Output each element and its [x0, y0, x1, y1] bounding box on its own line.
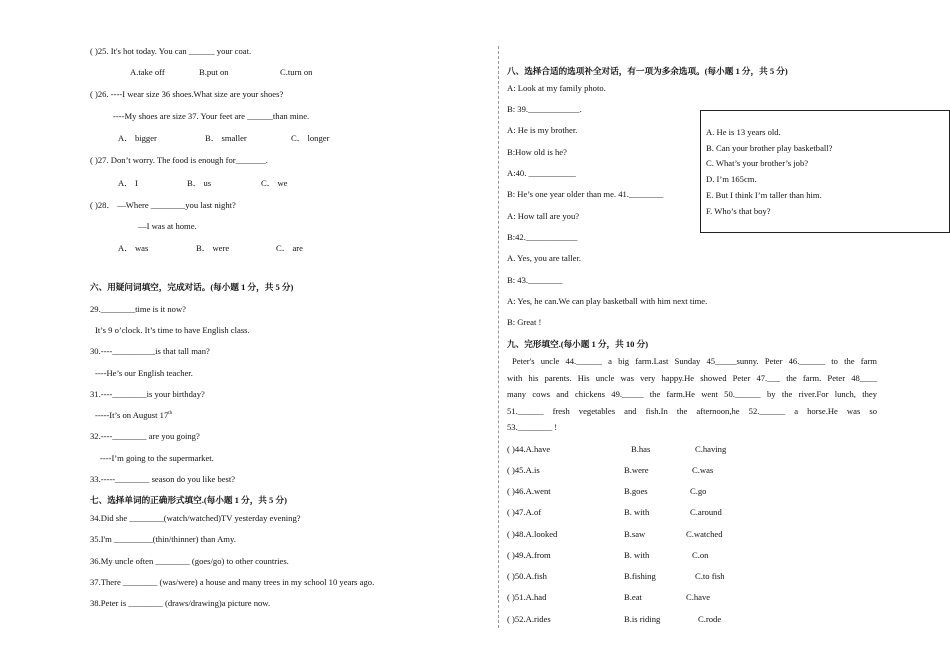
box-option-c: C. What’s your brother’s job?: [706, 158, 809, 168]
dialog-line-7: A: How tall are you?: [507, 211, 580, 221]
column-divider: [498, 46, 499, 628]
q27-stem: ( )27. Don’t worry. The food is enough for_______.: [90, 155, 268, 165]
q27-option-c: C． we: [261, 178, 288, 188]
ordinal-suffix: th: [168, 411, 173, 417]
q44-option-c: C.having: [695, 444, 727, 454]
q32-question: 32.----________ are you going?: [90, 431, 200, 441]
q51-option-b: B.eat: [624, 592, 642, 602]
q31-question: 31.----________is your birthday?: [90, 389, 205, 399]
section-7-title: 七、选择单词的正确形式填空.(每小题 1 分，共 5 分): [90, 495, 287, 505]
q26-stem: ( )26. ----I wear size 36 shoes.What size are your shoes?: [90, 89, 284, 99]
box-option-b: B. Can your brother play basketball?: [706, 143, 833, 153]
q34: 34.Did she ________(watch/watched)TV yesterday evening?: [90, 513, 301, 523]
q36: 36.My uncle often ________ (goes/go) to other countries.: [90, 556, 289, 566]
q45-option-c: C.was: [692, 465, 714, 475]
dialog-line-10: B: 43.________: [507, 275, 563, 285]
dialog-line-12: B: Great !: [507, 317, 542, 327]
q30-answer: ----He’s our English teacher.: [95, 368, 193, 378]
passage-line-4: 51.______ fresh vegetables and fish.In the afternoon,he 52.______ a horse.He was so: [507, 406, 877, 416]
q28-option-c: C． are: [276, 243, 303, 253]
q26-option-a: A． bigger: [118, 133, 157, 143]
q52-option-b: B.is riding: [624, 614, 661, 624]
q33-question: 33.-----________ season do you like best?: [90, 474, 236, 484]
q47-option-a: ( )47.A.of: [507, 507, 542, 517]
q50-option-a: ( )50.A.fish: [507, 571, 547, 581]
q26-option-b: B． smaller: [205, 133, 247, 143]
q48-option-c: C.watched: [686, 529, 723, 539]
q51-option-c: C.have: [686, 592, 711, 602]
q29-answer: It’s 9 o’clock. It’s time to have English class.: [95, 325, 250, 335]
q29-question: 29.________time is it now?: [90, 304, 186, 314]
q49-option-a: ( )49.A.from: [507, 550, 551, 560]
q28-option-a: A． was: [118, 243, 149, 253]
q47-option-c: C.around: [690, 507, 722, 517]
box-option-d: D. I’m 165cm.: [706, 174, 757, 184]
q25-option-b: B.put on: [199, 67, 229, 77]
q49-option-c: C.on: [692, 550, 709, 560]
dialog-line-8: B:42.____________: [507, 232, 578, 242]
q45-option-a: ( )45.A.is: [507, 465, 540, 475]
dialog-line-6: B: He’s one year older than me. 41.________: [507, 189, 664, 199]
q28-stem: ( )28． —Where ________you last night?: [90, 200, 236, 210]
q37: 37.There ________ (was/were) a house and many trees in my school 10 years ago.: [90, 577, 375, 587]
q35: 35.I'm _________(thin/thinner) than Amy.: [90, 534, 236, 544]
q45-option-b: B.were: [624, 465, 649, 475]
q32-answer: ----I’m going to the supermarket.: [100, 453, 214, 463]
q48-option-b: B.saw: [624, 529, 646, 539]
q49-option-b: B. with: [624, 550, 650, 560]
q48-option-a: ( )48.A.looked: [507, 529, 558, 539]
q51-option-a: ( )51.A.had: [507, 592, 547, 602]
q25-stem: ( )25. It's hot today. You can ______ your coat.: [90, 46, 252, 56]
q27-option-b: B． us: [187, 178, 212, 188]
q25-option-c: C.turn on: [280, 67, 313, 77]
section-6-title: 六、用疑问词填空，完成对话。(每小题 1 分，共 5 分): [90, 282, 294, 292]
q28-line2: —I was at home.: [138, 221, 197, 231]
passage-line-3: many cows and chickens 49._____ the farm.He went 50.______ by the river.For lunch, they: [507, 389, 877, 399]
q52-option-c: C.rode: [698, 614, 722, 624]
q46-option-a: ( )46.A.went: [507, 486, 551, 496]
q44-option-a: ( )44.A.have: [507, 444, 551, 454]
q26-line2: ----My shoes are size 37. Your feet are ______than mine.: [113, 111, 310, 121]
q30-question: 30.----__________is that tall man?: [90, 346, 210, 356]
q46-option-b: B.goes: [624, 486, 648, 496]
q50-option-c: C.to fish: [695, 571, 725, 581]
box-option-f: F. Who’s that boy?: [706, 206, 771, 216]
dialog-line-3: A: He is my brother.: [507, 125, 578, 135]
dialog-line-11: A: Yes, he can.We can play basketball with him next time.: [507, 296, 708, 306]
q27-option-a: A． I: [118, 178, 138, 188]
passage-line-2: with his parents. His uncle was very happy.He showed Peter 47.___ the farm. Peter 48____: [507, 373, 877, 383]
section-9-title: 九、完形填空.(每小题 1 分，共 10 分): [507, 339, 649, 349]
q25-option-a: A.take off: [130, 67, 165, 77]
box-option-a: A. He is 13 years old.: [706, 127, 781, 137]
dialog-line-5: A:40. ___________: [507, 168, 576, 178]
q47-option-b: B. with: [624, 507, 650, 517]
section-8-title: 八、选择合适的选项补全对话，有一项为多余选项。(每小题 1 分，共 5 分): [507, 66, 788, 76]
q52-option-a: ( )52.A.rides: [507, 614, 551, 624]
dialog-line-1: A: Look at my family photo.: [507, 83, 606, 93]
dialog-line-4: B:How old is he?: [507, 147, 567, 157]
dialog-line-2: B: 39.____________.: [507, 104, 582, 114]
passage-line-5: 53.________ !: [507, 422, 558, 432]
dialog-line-9: A. Yes, you are taller.: [507, 253, 581, 263]
passage-line-1: Peter's uncle 44.______ a big farm.Last Sunday 45_____sunny. Peter 46.______ to the farm: [512, 356, 877, 366]
q46-option-c: C.go: [690, 486, 707, 496]
q44-option-b: B.has: [631, 444, 651, 454]
q50-option-b: B.fishing: [624, 571, 656, 581]
q38: 38.Peter is ________ (draws/drawing)a picture now.: [90, 598, 271, 608]
q31-answer: -----It’s on August 17th: [95, 410, 173, 420]
box-option-e: E. But I think I’m taller than him.: [706, 190, 822, 200]
q28-option-b: B． were: [196, 243, 230, 253]
q26-option-c: C． longer: [291, 133, 330, 143]
